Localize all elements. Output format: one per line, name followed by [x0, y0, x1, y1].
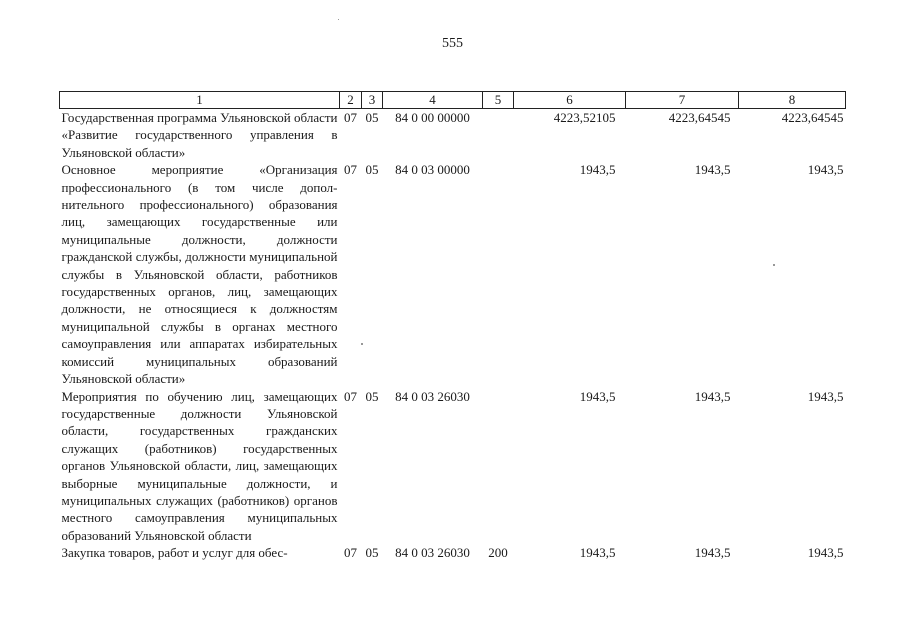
- row-target-code: 84 0 03 26030: [395, 388, 470, 404]
- header-col-4: 4: [383, 92, 483, 109]
- header-col-7: 7: [626, 92, 739, 109]
- row-value-col7: 4223,64545: [668, 110, 731, 125]
- row-expense-type: [483, 388, 514, 545]
- table-row: [60, 161, 846, 387]
- row-expense-type: [483, 161, 514, 387]
- row-section-code: 07: [344, 545, 357, 561]
- table-row: [60, 388, 846, 545]
- row-name: Основное мероприятие «Организация профессионального (в том числе дополнительного профессионального) образования лиц, замещающих государственные или муниципальные должности, должности гражданской службы, должности муниципальной службы в Ульяновской области, работников государственных органов, лиц, замещающих должности, не относящиеся к должностям муниципальной службы в органах местного самоуправления или аппаратах избирательных комиссий муниципальных образований Ульяновской области»: [61, 162, 338, 387]
- row-value-col6: 4223,52105: [553, 110, 616, 125]
- table-row: [60, 109, 846, 162]
- row-value-col8: 1943,5: [807, 545, 844, 561]
- row-section-code: 07: [344, 162, 357, 178]
- page-number: 555: [442, 36, 463, 51]
- row-value-col7: 1943,5: [694, 388, 731, 404]
- row-value-col7: 1943,5: [694, 545, 731, 561]
- header-col-2: 2: [340, 92, 362, 109]
- header-col-8: 8: [739, 92, 846, 109]
- table-body: [60, 109, 846, 562]
- scan-speck: [773, 264, 775, 266]
- row-name: Закупка товаров, работ и услуг для обес-: [61, 545, 288, 561]
- row-expense-type: [483, 109, 514, 162]
- row-value-col6: 1943,5: [579, 388, 616, 404]
- budget-table: [59, 91, 846, 562]
- row-target-code: 84 0 03 00000: [395, 162, 470, 178]
- row-name: Государственная программа Ульяновской области «Развитие государственного управления в Ульяновской области»: [61, 110, 338, 160]
- row-target-code: 84 0 00 00000: [395, 110, 470, 125]
- row-name: Мероприятия по обучению лиц, замещающих государственные должности Ульяновской области, государственных гражданских служащих (работников) государственных органов Ульяновской области, лиц, замещающих выборные муниципальные должности, и муниципальных служащих (работников) органов местного самоуправления муниципальных образований Ульяновской области: [61, 388, 338, 543]
- header-col-1: 1: [60, 92, 340, 109]
- scan-speck: [361, 343, 363, 345]
- row-subsection-code: 05: [365, 162, 379, 178]
- header-col-3: 3: [362, 92, 383, 109]
- row-value-col8: 1943,5: [807, 388, 844, 404]
- table-row: [60, 544, 846, 561]
- row-section-code: 07: [344, 388, 357, 404]
- header-row: [60, 92, 846, 109]
- row-expense-type: 200: [488, 545, 508, 561]
- row-subsection-code: 05: [365, 110, 379, 125]
- scan-speck: [338, 19, 339, 20]
- row-subsection-code: 05: [365, 545, 379, 561]
- header-col-6: 6: [514, 92, 626, 109]
- row-value-col8: 1943,5: [807, 162, 844, 178]
- row-value-col6: 1943,5: [579, 162, 616, 178]
- row-value-col7: 1943,5: [694, 162, 731, 178]
- row-target-code: 84 0 03 26030: [395, 545, 470, 561]
- row-subsection-code: 05: [365, 388, 379, 404]
- row-value-col8: 4223,64545: [781, 110, 844, 125]
- row-section-code: 07: [344, 110, 357, 125]
- row-value-col6: 1943,5: [579, 545, 616, 561]
- header-col-5: 5: [483, 92, 514, 109]
- table-header: [60, 92, 846, 109]
